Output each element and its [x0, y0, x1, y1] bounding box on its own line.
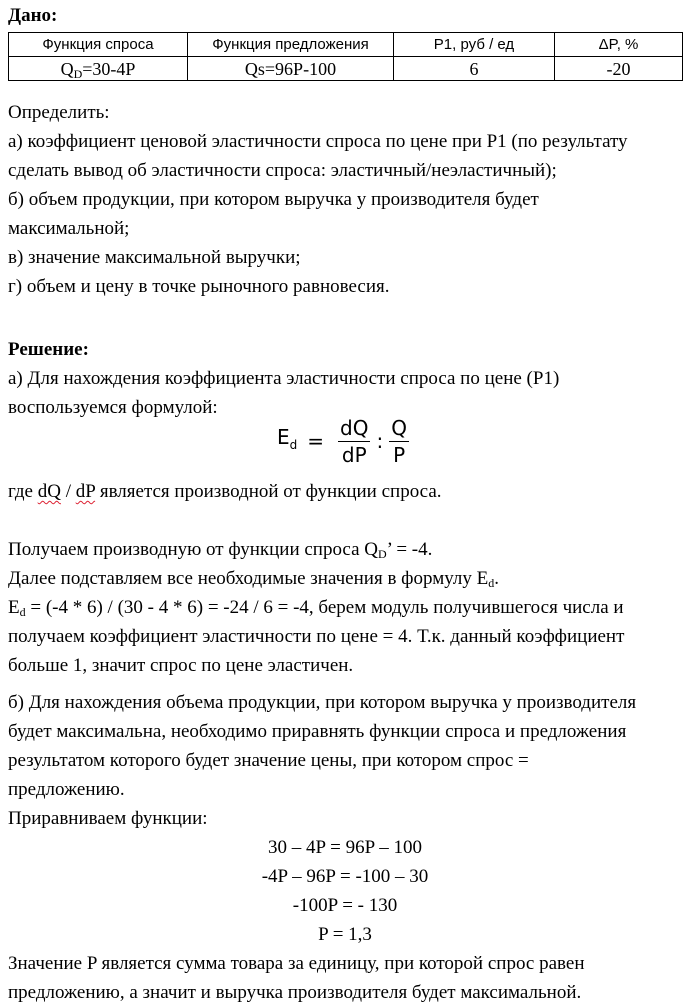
task-line: в) значение максимальной выручки;: [8, 247, 301, 268]
equation-line: -4P – 96P = -100 – 30: [261, 866, 429, 887]
given-heading: Дано:: [8, 5, 58, 26]
spellcheck-word: dQ: [37, 481, 61, 502]
solution-line: а) Для нахождения коэффициента эластичности спроса по цене (P1): [8, 368, 560, 389]
conclusion-line: предложению, а значит и выручка производителя будет максимальной.: [8, 982, 582, 1003]
equation-line: -100P = - 130: [292, 895, 398, 916]
where-line: где dQ / dP является производной от функции спроса.: [8, 481, 442, 502]
solution-part-b: [8, 688, 682, 1007]
calculation-line: получаем коэффициент эластичности по цене = 4. Т.к. данный коэффициент: [8, 626, 625, 647]
formula-lhs: $E_d$: [277, 424, 298, 452]
conclusion-line: Значение P является сумма товара за единицу, при которой спрос равен: [8, 953, 585, 974]
equation-line: P = 1,3: [318, 924, 372, 945]
elasticity-formula: [8, 408, 682, 474]
equation-line: 30 – 4P = 96P – 100: [268, 837, 422, 858]
supply-function-cell: Qs=96P-100: [188, 57, 394, 81]
task-line: б) объем продукции, при котором выручка у производителя будет: [8, 189, 539, 210]
task-line: максимальной;: [8, 218, 130, 239]
solution-line: предложению.: [8, 779, 125, 800]
given-table: [8, 32, 683, 81]
calculation-line: $E_d = (-4 * 6) / (30 - 4 * 6) = -24 / 6 = -4$, берем модуль получившегося числа и: [8, 597, 624, 619]
task-section: [8, 98, 682, 301]
calculation-line: больше 1, значит спрос по цене эластичен.: [8, 655, 354, 676]
header-demand-function: Функция спроса: [9, 33, 188, 57]
task-line: а) коэффициент ценовой эластичности спроса по цене при P1 (по результату: [8, 131, 628, 152]
task-line: сделать вывод об эластичности спроса: эластичный/неэластичный);: [8, 160, 557, 181]
substitute-line: Далее подставляем все необходимые значения в формулу $E_d$.: [8, 568, 499, 590]
solution-line: будет максимальна, необходимо приравнять функции спроса и предложения: [8, 721, 627, 742]
task-line: г) объем и цену в точке рыночного равновесия.: [8, 276, 390, 297]
demand-function-cell: $Q_D=30-4P$: [9, 57, 188, 81]
formula-equals: =: [307, 428, 325, 453]
formula-colon: :: [376, 428, 384, 453]
formula-fraction-ratio: $\frac{Q}{P}$: [391, 415, 407, 467]
formula-fraction-derivative: $\frac{dQ}{dP}$: [340, 415, 369, 467]
task-intro: Определить:: [8, 102, 110, 123]
solution-heading: Решение:: [8, 339, 89, 360]
solution-line: б) Для нахождения объема продукции, при котором выручка у производителя: [8, 692, 637, 713]
p1-value-cell: 6: [394, 57, 555, 81]
solution-explanation: [8, 477, 682, 680]
solution-line: Приравниваем функции:: [8, 808, 208, 829]
solution-line: результатом которого будет значение цены, при котором спрос =: [8, 750, 529, 771]
spellcheck-word: dP: [75, 481, 96, 502]
header-delta-p: ΔP, %: [555, 33, 683, 57]
given-table-header-row: [9, 33, 683, 57]
delta-p-value-cell: -20: [555, 57, 683, 81]
solution-line: воспользуемся формулой:: [8, 397, 218, 418]
given-table-value-row: [9, 57, 683, 81]
header-supply-function: Функция предложения: [188, 33, 394, 57]
header-p1: P1, руб / ед: [394, 33, 555, 57]
derivative-line: Получаем производную от функции спроса $Q_D$’ = -4.: [8, 539, 433, 561]
